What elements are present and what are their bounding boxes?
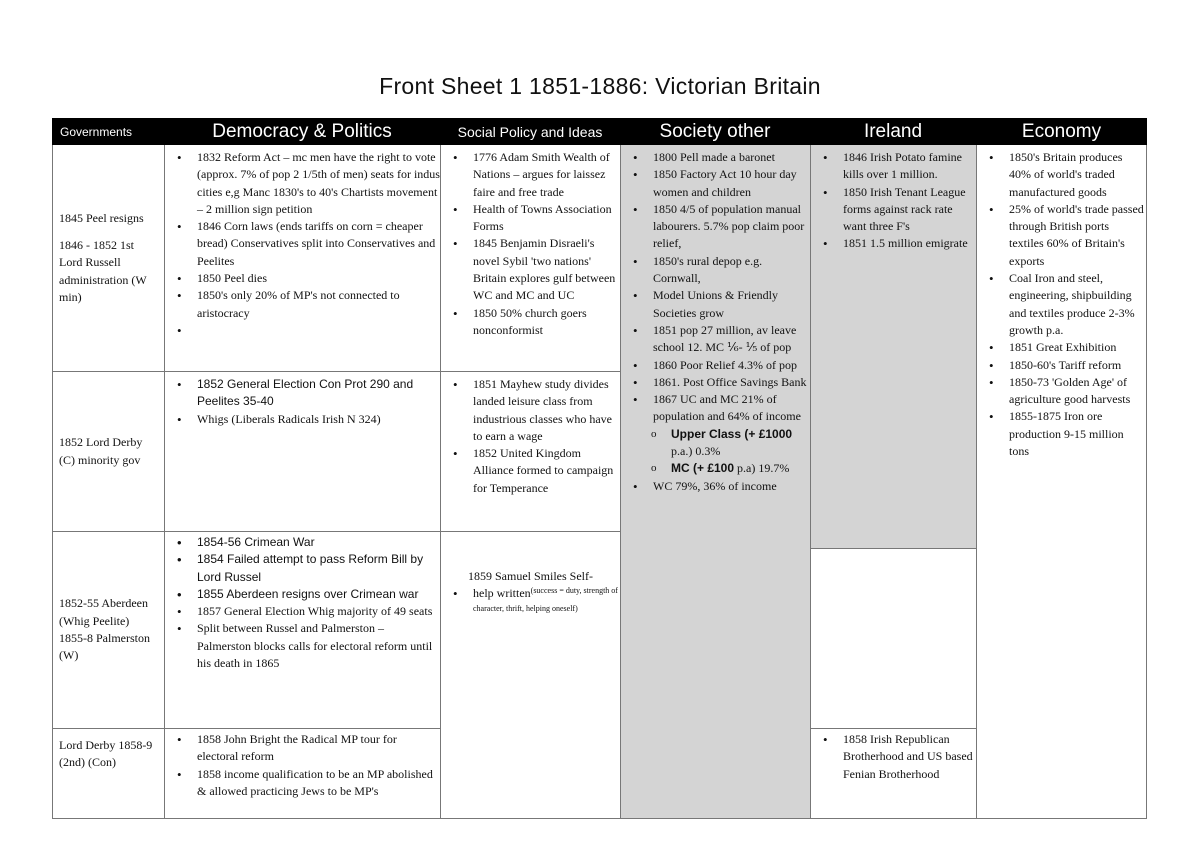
- list-item: • 1850 4/5 of population manual labourers. 5.7% pop claim poor relief,: [621, 201, 810, 253]
- list-item: • Model Unions & Friendly Societies grow: [621, 287, 810, 322]
- empty-list-item: [165, 322, 440, 337]
- list-item: • 1851 Great Exhibition: [977, 339, 1146, 356]
- society-cell: [620, 145, 810, 819]
- list-item: • Whigs (Liberals Radicals Irish N 324): [165, 411, 440, 428]
- ireland-cell-2: [810, 729, 976, 819]
- social-cell-1: [440, 145, 620, 372]
- list-item: • WC 79%, 36% of income: [621, 478, 810, 495]
- list-item: • 1846 Irish Potato famine kills over 1 million.: [811, 149, 976, 184]
- list-item: • 1851 pop 27 million, av leave school 12. MC ⅙- ⅕ of pop: [621, 322, 810, 357]
- gov-cell-4: [52, 729, 164, 819]
- democracy-cell-2: [164, 372, 440, 532]
- list-item: • 25% of world's trade passed through British ports textiles 60% of Britain's exports: [977, 201, 1146, 270]
- list-item: • 1854-56 Crimean War: [165, 534, 440, 551]
- list-item: • 1850-60's Tariff reform: [977, 357, 1146, 374]
- list-item: • 1850 50% church goers nonconformist: [441, 305, 620, 340]
- gov-cell-3: [52, 532, 164, 729]
- list-item: • 1861. Post Office Savings Bank: [621, 374, 810, 391]
- gov-text: 1855-8 Palmerston (W): [59, 631, 150, 663]
- list-item: • Health of Towns Association Forms: [441, 201, 620, 236]
- header-economy: Economy: [976, 118, 1147, 145]
- list-item: • 1858 John Bright the Radical MP tour for electoral reform: [165, 731, 440, 766]
- list-item: • 1850 Irish Tenant League forms against rack rate want three F's: [811, 184, 976, 236]
- list-item: • 1851 Mayhew study divides landed leisure class from industrious classes who have to earn a wage: [441, 376, 620, 445]
- gov-cell-1: [52, 145, 164, 372]
- gov-text: Lord Derby 1858-9 (2nd) (Con): [59, 738, 153, 770]
- democracy-cell-4: [164, 729, 440, 819]
- list-item: • Split between Russel and Palmerston – Palmerston blocks calls for electoral reform until his death in 1865: [165, 620, 440, 672]
- list-item: • 1850-73 'Golden Age' of agriculture good harvests: [977, 374, 1146, 409]
- list-item: • 1852 United Kingdom Alliance formed to campaign for Temperance: [441, 445, 620, 497]
- social-cell-3: [440, 532, 620, 819]
- list-item: • 1800 Pell made a baronet: [621, 149, 810, 166]
- list-item: • 1858 income qualification to be an MP abolished & allowed practicing Jews to be MP's: [165, 766, 440, 801]
- gov-text: 1852 Lord Derby (C) minority gov: [59, 435, 143, 467]
- list-item: • 1854 Failed attempt to pass Reform Bill by Lord Russel: [165, 551, 440, 586]
- list-item: • 1860 Poor Relief 4.3% of pop: [621, 357, 810, 374]
- header-governments: Governments: [52, 118, 164, 145]
- list-item: • 1851 1.5 million emigrate: [811, 235, 976, 252]
- header-ireland: Ireland: [810, 118, 976, 145]
- list-item: • 1850's Britain produces 40% of world's traded manufactured goods: [977, 149, 1146, 201]
- list-item: • 1832 Reform Act – mc men have the right to vote (approx. 7% of pop 2 1/5th of men) seats for indus cities e,g Manc 1830's to 40's Chartists movement – 2 million sign petition: [165, 149, 440, 218]
- list-item: • 1850's rural depop e.g. Cornwall,: [621, 253, 810, 288]
- list-item: • 1855 Aberdeen resigns over Crimean war: [165, 586, 440, 603]
- header-society: Society other: [620, 118, 810, 145]
- list-item: • help written$^{(success = duty, strength of character, thrift, helping oneself)}$: [441, 585, 620, 620]
- economy-cell: [976, 145, 1147, 819]
- header-social: Social Policy and Ideas: [440, 118, 620, 145]
- list-item: • 1850's only 20% of MP's not connected to aristocracy: [165, 287, 440, 322]
- list-item: • 1845 Benjamin Disraeli's novel Sybil 'two nations' Britain explores gulf between WC and MC and UC: [441, 235, 620, 304]
- gov-text: 1845 Peel resigns: [59, 210, 144, 225]
- social-intro-text: 1859 Samuel Smiles Self-: [468, 569, 593, 583]
- democracy-cell-3: [164, 532, 440, 729]
- gov-text: 1852-55 Aberdeen (Whig Peelite): [59, 596, 148, 628]
- list-item: • 1776 Adam Smith Wealth of Nations – argues for laissez faire and free trade: [441, 149, 620, 201]
- list-item: • 1858 Irish Republican Brotherhood and US based Fenian Brotherhood: [811, 731, 976, 783]
- ireland-cell-1: [810, 145, 976, 549]
- list-item: • Coal Iron and steel, engineering, shipbuilding and textiles produce 2-3% growth p.a.: [977, 270, 1146, 339]
- list-item: • 1852 General Election Con Prot 290 and Peelites 35-40: [165, 376, 440, 411]
- list-item: • 1855-1875 Iron ore production 9-15 million tons: [977, 408, 1146, 460]
- sub-list-item: o Upper Class (+ £1000 p.a.) 0.3%: [621, 426, 810, 461]
- social-cell-2: [440, 372, 620, 532]
- front-sheet-table: [52, 118, 1147, 819]
- sub-list-item: o MC (+ £100 p.a) 19.7%: [621, 460, 810, 477]
- gov-cell-2: [52, 372, 164, 532]
- gov-text: 1846 - 1852 1st Lord Russell administration (W min): [59, 238, 147, 304]
- footnote-text: (success = duty, strength of character, thrift, helping oneself): [473, 586, 618, 613]
- list-item: • 1857 General Election Whig majority of 49 seats: [165, 603, 440, 620]
- header-democracy: Democracy & Politics: [164, 118, 440, 145]
- list-item: • 1850 Peel dies: [165, 270, 440, 287]
- democracy-cell-1: [164, 145, 440, 372]
- list-item: • 1867 UC and MC 21% of population and 64% of income: [621, 391, 810, 426]
- list-item: • 1850 Factory Act 10 hour day women and children: [621, 166, 810, 201]
- ireland-cell-empty: [810, 549, 976, 729]
- list-item: • 1846 Corn laws (ends tariffs on corn = cheaper bread) Conservatives split into Conservatives and Peelites: [165, 218, 440, 270]
- page-title: Front Sheet 1 1851-1886: Victorian Britain: [379, 73, 821, 99]
